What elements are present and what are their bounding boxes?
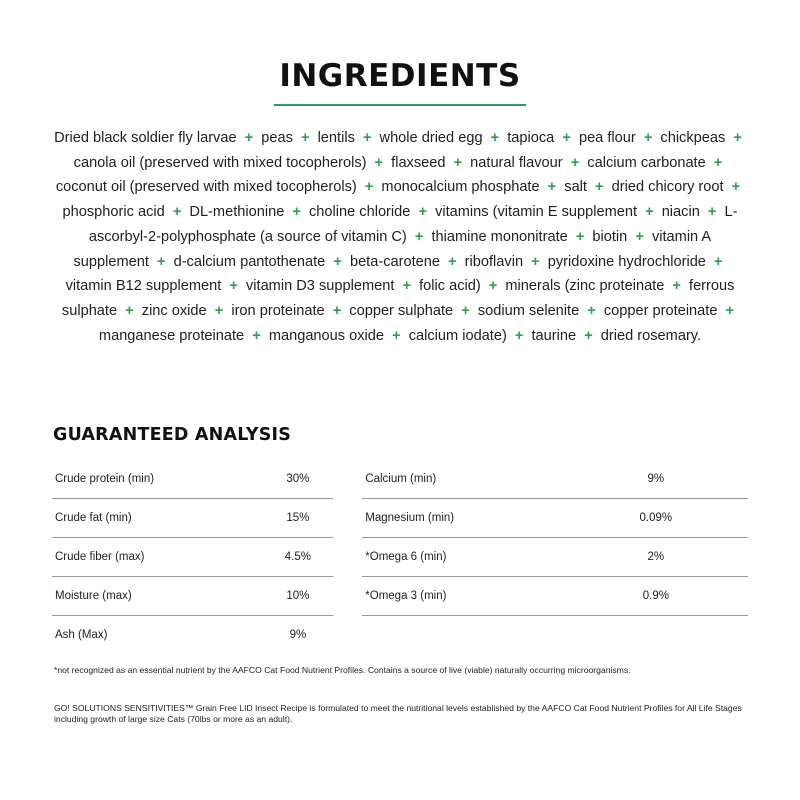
ingredient-item: pyridoxine hydrochloride (547, 253, 706, 270)
ingredient-separator: + (402, 278, 412, 295)
ingredient-item: copper sulphate (349, 302, 454, 319)
nutrient-label: Magnesium (min) (362, 499, 563, 538)
ingredient-separator: + (672, 278, 681, 295)
table-row (52, 499, 748, 538)
ingredient-separator: + (713, 154, 723, 171)
ingredient-item: zinc oxide (141, 302, 207, 319)
ingredient-item: riboflavin (464, 253, 524, 270)
nutrient-value: 9% (289, 629, 307, 641)
ingredient-separator: + (392, 327, 401, 344)
ingredient-separator: + (575, 228, 585, 245)
nutrient-value: 9% (564, 460, 748, 499)
ingredient-separator: + (252, 327, 261, 344)
ingredient-separator: + (595, 179, 604, 196)
ingredient-item: vitamin D3 supplement (245, 278, 395, 295)
nutrient-value: 2% (564, 538, 748, 577)
ingredient-separator: + (725, 302, 735, 319)
ingredient-item: dried chicory root (611, 179, 724, 196)
ingredient-item: canola oil (preserved with mixed tocopherols) (73, 154, 367, 171)
ingredient-separator: + (214, 302, 224, 319)
nutrient-label: Ash (Max) (55, 629, 108, 641)
ingredient-separator: + (414, 228, 424, 245)
table-row (52, 538, 748, 577)
ingredient-item: biotin (592, 228, 628, 245)
ingredient-item: folic acid) (419, 278, 481, 295)
ingredient-item: monocalcium phosphate (381, 179, 540, 196)
aafco-statement: GO! SOLUTIONS SENSITIVITIES™ Grain Free LID Insect Recipe is formulated to meet the nutritional levels established by the AAFCO Cat Food Nutrient Profiles for All Life Stages including growth of large size Cats (70lbs or more as an adult). (54, 703, 742, 724)
ingredient-separator: + (713, 253, 723, 270)
ingredient-separator: + (514, 327, 524, 344)
ingredient-item: niacin (661, 204, 700, 221)
ingredient-separator: + (570, 154, 580, 171)
ingredient-item: iron proteinate (231, 302, 325, 319)
ingredient-separator: + (731, 179, 741, 196)
nutrient-value: 0.9% (564, 577, 748, 616)
guaranteed-analysis-table (52, 460, 748, 654)
nutrient-value (564, 616, 748, 655)
ingredient-item: lentils (317, 130, 355, 146)
ingredient-separator: + (547, 179, 557, 196)
ingredient-separator: + (300, 130, 310, 146)
ingredient-item: DL-methionine (189, 204, 285, 221)
ingredient-separator: + (332, 302, 342, 319)
ingredient-separator: + (490, 130, 500, 146)
ingredients-list (50, 126, 750, 348)
nutrient-label: Moisture (max) (52, 577, 263, 616)
nutrient-label: Crude fat (min) (52, 499, 263, 538)
ingredient-item: pea flour (578, 130, 636, 146)
ingredient-separator: + (643, 130, 653, 146)
ingredient-item: choline chloride (308, 204, 411, 221)
ingredient-separator: + (453, 154, 463, 171)
ingredient-item: thiamine mononitrate (431, 228, 568, 245)
ingredient-separator: + (635, 228, 644, 245)
ingredient-separator: + (531, 253, 540, 270)
nutrient-value: 10% (263, 577, 333, 616)
ingredient-separator: + (333, 253, 342, 270)
ingredient-item: L-ascorbyl-2-polyphosphate (a source of vitamin C) (88, 204, 738, 245)
nutrient-value: 4.5% (263, 538, 333, 577)
ingredient-separator: + (125, 302, 134, 319)
ingredient-item: flaxseed (391, 154, 446, 171)
ingredient-item: chickpeas (660, 130, 726, 146)
ingredient-separator: + (362, 130, 372, 146)
ingredient-separator: + (364, 179, 374, 196)
ingredient-item: sodium selenite (477, 302, 580, 319)
nutrient-label: Crude fiber (max) (52, 538, 263, 577)
ingredient-separator: + (374, 154, 384, 171)
ingredients-title: INGREDIENTS (279, 58, 521, 94)
ingredient-item: salt (564, 179, 587, 196)
ingredient-item: natural flavour (470, 154, 563, 171)
ingredient-separator: + (587, 302, 596, 319)
nutrient-label: *Omega 3 (min) (362, 577, 563, 616)
ingredient-item: tapioca (507, 130, 555, 146)
ingredient-item: beta-carotene (349, 253, 441, 270)
nutrient-label: Crude protein (min) (52, 460, 263, 499)
ingredient-item: copper proteinate (603, 302, 718, 319)
ingredient-separator: + (172, 204, 182, 221)
nutrient-value: 0.09% (564, 499, 748, 538)
ingredient-separator: + (488, 278, 498, 295)
ingredient-item: Dried black soldier fly larvae (54, 130, 237, 146)
nutrient-label: Calcium (min) (362, 460, 563, 499)
ingredient-separator: + (229, 278, 238, 295)
ingredient-item: manganese proteinate (98, 327, 245, 344)
ingredient-item: minerals (zinc proteinate (505, 278, 665, 295)
table-row (52, 616, 748, 655)
ingredient-item: manganous oxide (268, 327, 385, 344)
ingredient-item: coconut oil (preserved with mixed tocopherols) (55, 179, 357, 196)
ingredient-separator: + (448, 253, 457, 270)
ingredient-item: peas (261, 130, 293, 146)
ingredient-item: d-calcium pantothenate (173, 253, 326, 270)
guaranteed-analysis-title: GUARANTEED ANALYSIS (53, 425, 292, 445)
ingredient-separator: + (645, 204, 654, 221)
nutrient-value: 15% (263, 499, 333, 538)
nutrient-value: 30% (263, 460, 333, 499)
ingredient-separator: + (584, 327, 593, 344)
ingredient-separator: + (562, 130, 571, 146)
ingredient-item: phosphoric acid (62, 204, 165, 221)
ingredient-separator: + (707, 204, 717, 221)
ingredient-separator: + (461, 302, 470, 319)
ingredient-separator: + (244, 130, 254, 146)
ingredient-item: vitamins (vitamin E supplement (435, 204, 638, 221)
nutrient-label: *Omega 6 (min) (362, 538, 563, 577)
ingredient-item: vitamin B12 supplement (65, 278, 222, 295)
ingredient-separator: + (418, 204, 427, 221)
ingredient-separator: + (292, 204, 301, 221)
ingredient-item: whole dried egg (379, 130, 483, 146)
table-row (52, 460, 748, 499)
title-underline (274, 104, 526, 106)
ingredient-item: taurine (531, 327, 577, 344)
nutrient-label (362, 616, 563, 655)
ingredient-item: calcium carbonate (587, 154, 706, 171)
footnote: *not recognized as an essential nutrient by the AAFCO Cat Food Nutrient Profiles. Contains a source of live (viable) naturally occurring microorganisms. (54, 665, 631, 675)
ingredient-separator: + (156, 253, 166, 270)
ingredient-item: vitamin A supplement (73, 228, 712, 270)
ingredient-item: ferrous sulphate (61, 278, 735, 319)
table-row (52, 577, 748, 616)
ingredient-separator: + (733, 130, 742, 146)
ingredient-item: dried rosemary. (600, 327, 702, 344)
ingredient-item: calcium iodate) (408, 327, 507, 344)
